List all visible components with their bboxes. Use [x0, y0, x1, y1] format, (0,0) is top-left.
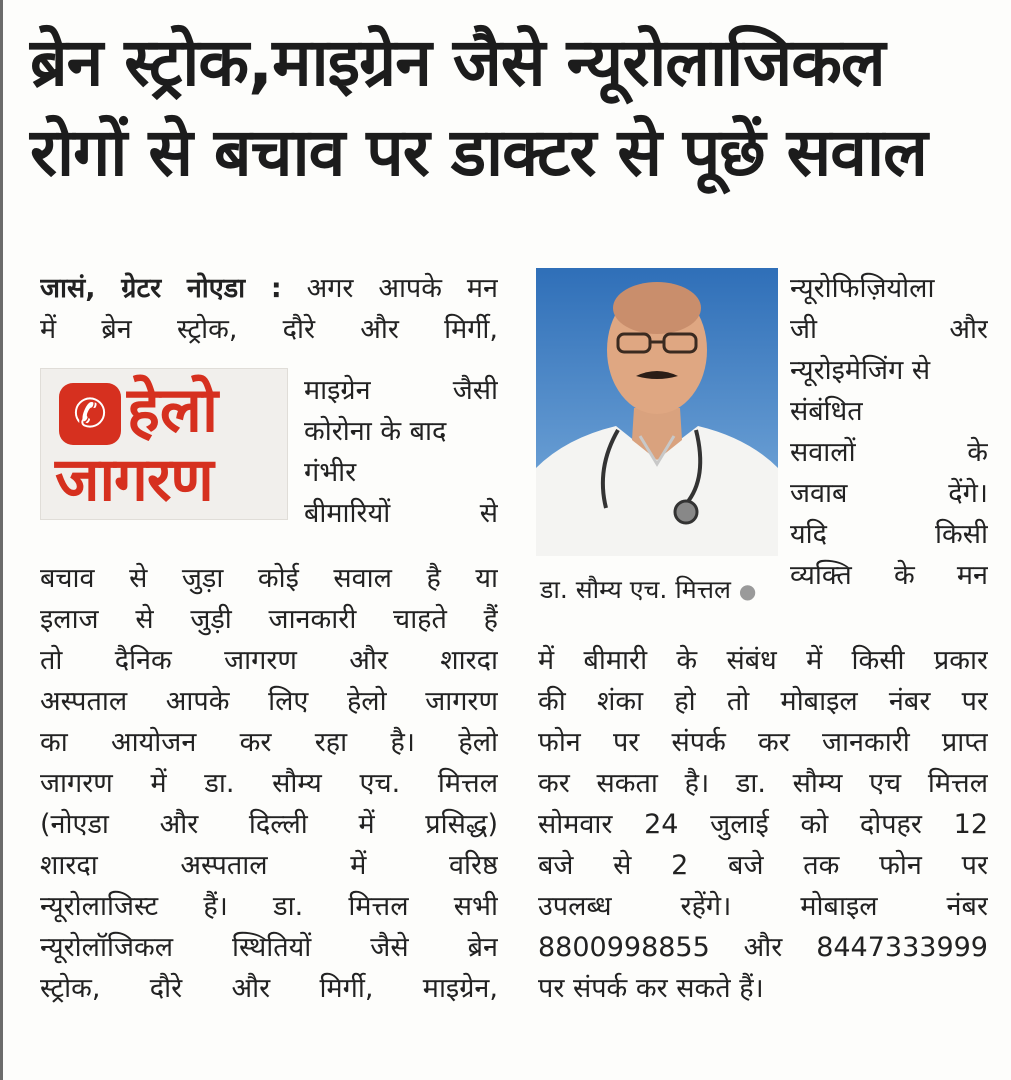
- article-line: बचाव से जुड़ा कोई सवाल है या: [40, 563, 498, 594]
- article-line: पर संपर्क कर सकते हैं।: [538, 973, 764, 1004]
- article-line: स्ट्रोक, दौरे और मिर्गी, माइग्रेन,: [40, 973, 498, 1004]
- article-line: न्यूरोलॉजिकल स्थितियों जैसे ब्रेन: [40, 932, 498, 963]
- article-line: उपलब्ध रहेंगे। मोबाइल नंबर: [538, 891, 988, 922]
- article-line: कोरोना के बाद: [304, 416, 447, 447]
- article-line: सोमवार 24 जुलाई को दोपहर 12: [538, 809, 988, 840]
- article-line: व्यक्ति के मन: [790, 560, 988, 591]
- article-line: माइग्रेन जैसी: [304, 375, 498, 406]
- article-line: इलाज से जुड़ी जानकारी चाहते हैं: [40, 604, 498, 635]
- article-line: जवाब देंगे।: [790, 478, 988, 509]
- right-column-narrow: [790, 268, 988, 596]
- article-line: में ब्रेन स्ट्रोक, दौरे और मिर्गी,: [40, 314, 498, 345]
- article-line: (नोएडा और दिल्ली में प्रसिद्ध): [40, 809, 498, 840]
- article-text: अगर आपके मन: [306, 273, 498, 304]
- bullet-dot-icon: ●: [738, 579, 757, 603]
- headline-line-2: रोगों से बचाव पर डाक्टर से पूछें सवाल: [30, 114, 927, 191]
- article-line: न्यूरोइमेजिंग से: [790, 355, 931, 386]
- article-line: यदि किसी: [790, 519, 988, 550]
- dateline: जासं, ग्रेटर नोएडा :: [40, 273, 282, 304]
- article-line: बजे से 2 बजे तक फोन पर: [538, 850, 988, 881]
- left-column: [40, 268, 498, 350]
- phone-icon: ✆: [59, 383, 121, 445]
- article-line: संबंधित: [790, 396, 863, 427]
- helo-jagran-logo: [40, 368, 288, 520]
- article-line: न्यूरोफिज़ियोला: [790, 273, 935, 304]
- right-column-wide: [538, 640, 988, 1009]
- logo-bottom-text: जागरण: [55, 445, 213, 515]
- article-line: सवालों के: [790, 437, 988, 468]
- article-line: [40, 268, 498, 309]
- article-line: तो दैनिक जागरण और शारदा: [40, 645, 498, 676]
- photo-caption: [540, 570, 756, 611]
- left-column-wrap: [304, 370, 498, 534]
- caption-text: डा. सौम्य एच. मित्तल: [540, 575, 731, 604]
- article-line: कर सकता है। डा. सौम्य एच मित्तल: [538, 768, 988, 799]
- article-line: का आयोजन कर रहा है। हेलो: [40, 727, 498, 758]
- article-line: जागरण में डा. सौम्य एच. मित्तल: [40, 768, 498, 799]
- article-line: जी और: [790, 314, 988, 345]
- page-edge-rule: [0, 0, 3, 1080]
- left-column-body: [40, 558, 498, 1009]
- article-line: की शंका हो तो मोबाइल नंबर पर: [538, 686, 988, 717]
- headline: [30, 18, 990, 198]
- headline-line-1: ब्रेन स्ट्रोक,माइग्रेन जैसे न्यूरोलाजिकल: [30, 24, 885, 101]
- article-line: अस्पताल आपके लिए हेलो जागरण: [40, 686, 498, 717]
- article-line: गंभीर: [304, 457, 357, 488]
- article-line: फोन पर संपर्क कर जानकारी प्राप्त: [538, 727, 988, 758]
- logo-top-text: हेलो: [127, 373, 219, 446]
- article-line: न्यूरोलाजिस्ट हैं। डा. मित्तल सभी: [40, 891, 498, 922]
- doctor-photo: [536, 268, 778, 556]
- article-line: शारदा अस्पताल में वरिष्ठ: [40, 850, 498, 881]
- article-line: में बीमारी के संबंध में किसी प्रकार: [538, 645, 988, 676]
- article-line: बीमारियों से: [304, 498, 498, 529]
- article-line: 8800998855 और 8447333999: [538, 932, 988, 963]
